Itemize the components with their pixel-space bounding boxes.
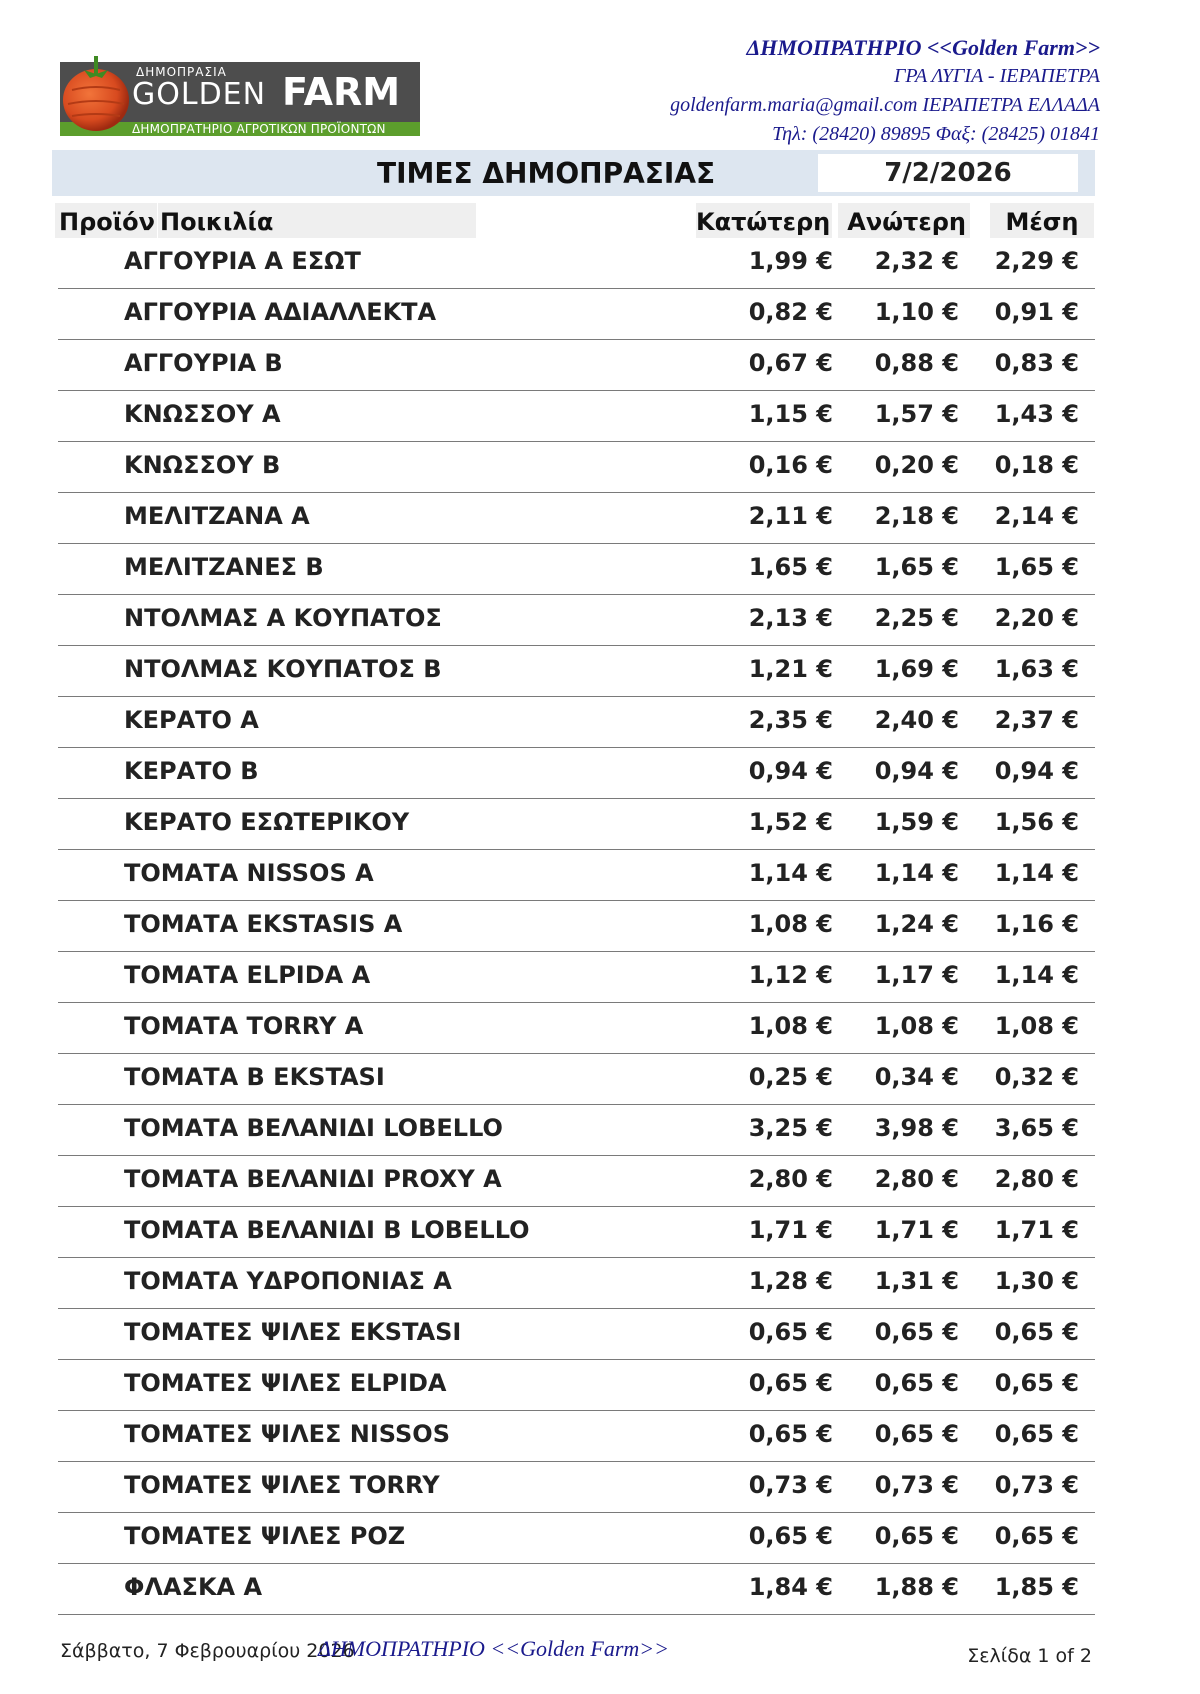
table-row <box>58 1003 1095 1054</box>
price-low: 1,21 € <box>748 655 833 683</box>
price-low: 0,73 € <box>748 1471 833 1499</box>
product-name: ΤΟΜΑΤΑ ELPIDA Α <box>124 961 371 989</box>
table-row <box>58 391 1095 442</box>
title-bar <box>52 150 1095 196</box>
price-high: 0,94 € <box>874 757 959 785</box>
price-avg: 1,08 € <box>994 1012 1079 1040</box>
table-row <box>58 1360 1095 1411</box>
table-row <box>58 1564 1095 1615</box>
price-high: 1,69 € <box>874 655 959 683</box>
column-header-low: Κατώτερη <box>696 203 832 238</box>
price-avg: 1,56 € <box>994 808 1079 836</box>
product-name: ΜΕΛΙΤΖΑΝΑ Α <box>124 502 310 530</box>
price-high: 1,59 € <box>874 808 959 836</box>
price-high: 0,65 € <box>874 1369 959 1397</box>
footer-company: ΔΗΜΟΠΡΑΤΗΡΙΟ <<Golden Farm>> <box>318 1636 669 1661</box>
price-low: 1,12 € <box>748 961 833 989</box>
price-table <box>58 238 1095 1615</box>
price-avg: 0,73 € <box>994 1471 1079 1499</box>
price-avg: 1,30 € <box>994 1267 1079 1295</box>
product-name: ΤΟΜΑΤΑ Β EKSTASI <box>124 1063 385 1091</box>
price-low: 1,08 € <box>748 1012 833 1040</box>
table-row <box>58 1207 1095 1258</box>
table-row <box>58 1462 1095 1513</box>
price-avg: 2,80 € <box>994 1165 1079 1193</box>
price-avg: 0,94 € <box>994 757 1079 785</box>
product-name: ΤΟΜΑΤΕΣ ΨΙΛΕΣ ELPIDA <box>124 1369 447 1397</box>
price-avg: 1,16 € <box>994 910 1079 938</box>
company-name: ΔΗΜΟΠΡΑΤΗΡΙΟ <<Golden Farm>> <box>746 35 1100 60</box>
report-date: 7/2/2026 <box>818 154 1078 192</box>
table-row <box>58 1309 1095 1360</box>
price-low: 0,65 € <box>748 1369 833 1397</box>
price-avg: 0,83 € <box>994 349 1079 377</box>
price-low: 0,65 € <box>748 1420 833 1448</box>
product-name: ΜΕΛΙΤΖΑΝΕΣ Β <box>124 553 324 581</box>
footer-date: Σάββατο, 7 Φεβρουαρίου 2026 <box>60 1640 355 1662</box>
company-phone-line: Τηλ: (28420) 89895 Φαξ: (28425) 01841 <box>772 123 1100 145</box>
table-row <box>58 595 1095 646</box>
product-name: ΚΕΡΑΤΟ Β <box>124 757 259 785</box>
product-name: ΤΟΜΑΤΑ ΒΕΛΑΝΙΔΙ PROXY Α <box>124 1165 502 1193</box>
price-high: 1,88 € <box>874 1573 959 1601</box>
price-high: 1,57 € <box>874 400 959 428</box>
price-low: 1,14 € <box>748 859 833 887</box>
price-avg: 0,65 € <box>994 1369 1079 1397</box>
price-low: 0,25 € <box>748 1063 833 1091</box>
price-avg: 1,85 € <box>994 1573 1079 1601</box>
column-header-avg: Μέση <box>990 203 1094 238</box>
table-row <box>58 1156 1095 1207</box>
tomato-icon <box>50 50 140 134</box>
product-name: ΝΤΟΛΜΑΣ ΚΟΥΠΑΤΟΣ Β <box>124 655 442 683</box>
company-email-line: goldenfarm.maria@gmail.com ΙΕΡΑΠΕΤΡΑ ΕΛΛΑΔΑ <box>670 94 1100 116</box>
footer-page-number: Σελίδα 1 of 2 <box>967 1645 1092 1667</box>
company-header <box>670 34 1100 149</box>
price-high: 0,65 € <box>874 1318 959 1346</box>
price-high: 1,71 € <box>874 1216 959 1244</box>
product-name: ΤΟΜΑΤΑ TORRY Α <box>124 1012 364 1040</box>
price-low: 1,08 € <box>748 910 833 938</box>
price-avg: 0,32 € <box>994 1063 1079 1091</box>
product-name: ΝΤΟΛΜΑΣ Α ΚΟΥΠΑΤΟΣ <box>124 604 442 632</box>
price-avg: 0,65 € <box>994 1420 1079 1448</box>
price-low: 1,15 € <box>748 400 833 428</box>
price-low: 0,94 € <box>748 757 833 785</box>
price-high: 0,20 € <box>874 451 959 479</box>
table-row <box>58 850 1095 901</box>
price-low: 3,25 € <box>748 1114 833 1142</box>
price-high: 2,80 € <box>874 1165 959 1193</box>
price-high: 0,65 € <box>874 1522 959 1550</box>
price-avg: 1,63 € <box>994 655 1079 683</box>
table-row <box>58 697 1095 748</box>
table-row <box>58 544 1095 595</box>
price-high: 1,14 € <box>874 859 959 887</box>
price-low: 0,67 € <box>748 349 833 377</box>
logo-subtitle: ΔΗΜΟΠΡΑΤΗΡΙΟ ΑΓΡΟΤΙΚΩΝ ΠΡΟΪΟΝΤΩΝ <box>132 122 386 136</box>
price-low: 2,13 € <box>748 604 833 632</box>
report-title: ΤΙΜΕΣ ΔΗΜΟΠΡΑΣΙΑΣ <box>377 157 716 190</box>
table-row <box>58 442 1095 493</box>
table-row <box>58 799 1095 850</box>
price-avg: 3,65 € <box>994 1114 1079 1142</box>
golden-farm-logo <box>50 50 420 136</box>
product-name: ΤΟΜΑΤΕΣ ΨΙΛΕΣ EKSTASI <box>124 1318 462 1346</box>
price-low: 1,65 € <box>748 553 833 581</box>
table-row <box>58 748 1095 799</box>
product-name: ΑΓΓΟΥΡΙΑ ΑΔΙΑΛΛΕΚΤΑ <box>124 298 437 326</box>
table-row <box>58 1411 1095 1462</box>
product-name: ΤΟΜΑΤΕΣ ΨΙΛΕΣ TORRY <box>124 1471 440 1499</box>
table-row <box>58 1054 1095 1105</box>
product-name: ΤΟΜΑΤΑ ΥΔΡΟΠΟΝΙΑΣ Α <box>124 1267 452 1295</box>
price-high: 0,65 € <box>874 1420 959 1448</box>
table-row <box>58 340 1095 391</box>
price-high: 2,40 € <box>874 706 959 734</box>
price-high: 1,17 € <box>874 961 959 989</box>
product-name: ΤΟΜΑΤΑ EKSTASIS Α <box>124 910 403 938</box>
price-avg: 2,14 € <box>994 502 1079 530</box>
table-row <box>58 238 1095 289</box>
product-name: ΑΓΓΟΥΡΙΑ Β <box>124 349 283 377</box>
price-avg: 1,14 € <box>994 961 1079 989</box>
price-avg: 1,71 € <box>994 1216 1079 1244</box>
table-row <box>58 646 1095 697</box>
price-high: 0,34 € <box>874 1063 959 1091</box>
price-low: 0,82 € <box>748 298 833 326</box>
price-avg: 2,29 € <box>994 247 1079 275</box>
price-low: 0,65 € <box>748 1522 833 1550</box>
product-name: ΚΕΡΑΤΟ Α <box>124 706 259 734</box>
column-header-high: Ανώτερη <box>838 203 970 238</box>
product-name: ΤΟΜΑΤΑ NISSOS Α <box>124 859 374 887</box>
price-low: 1,52 € <box>748 808 833 836</box>
price-high: 3,98 € <box>874 1114 959 1142</box>
company-address: ΓΡΑ ΛΥΓΙΑ - ΙΕΡΑΠΕΤΡΑ <box>893 65 1100 87</box>
price-low: 1,28 € <box>748 1267 833 1295</box>
logo-farm-text: FARM <box>282 70 401 114</box>
column-header-variety: Ποικιλία <box>158 203 476 238</box>
price-low: 2,35 € <box>748 706 833 734</box>
table-row <box>58 493 1095 544</box>
price-low: 2,11 € <box>748 502 833 530</box>
table-row <box>58 289 1095 340</box>
product-name: ΚΝΩΣΣΟΥ Α <box>124 400 281 428</box>
price-avg: 2,20 € <box>994 604 1079 632</box>
price-high: 1,08 € <box>874 1012 959 1040</box>
table-row <box>58 1513 1095 1564</box>
price-avg: 1,14 € <box>994 859 1079 887</box>
price-low: 0,16 € <box>748 451 833 479</box>
table-row <box>58 901 1095 952</box>
price-high: 1,65 € <box>874 553 959 581</box>
column-header-product: Προϊόν <box>55 203 157 238</box>
logo-small-text: ΔΗΜΟΠΡΑΣΙΑ <box>136 65 227 79</box>
price-high: 1,31 € <box>874 1267 959 1295</box>
price-avg: 1,65 € <box>994 553 1079 581</box>
product-name: ΤΟΜΑΤΕΣ ΨΙΛΕΣ NISSOS <box>124 1420 450 1448</box>
price-high: 1,10 € <box>874 298 959 326</box>
price-high: 2,25 € <box>874 604 959 632</box>
price-avg: 0,91 € <box>994 298 1079 326</box>
price-avg: 1,43 € <box>994 400 1079 428</box>
price-avg: 2,37 € <box>994 706 1079 734</box>
price-avg: 0,65 € <box>994 1318 1079 1346</box>
price-low: 1,99 € <box>748 247 833 275</box>
price-high: 0,73 € <box>874 1471 959 1499</box>
price-high: 0,88 € <box>874 349 959 377</box>
price-avg: 0,18 € <box>994 451 1079 479</box>
product-name: ΑΓΓΟΥΡΙΑ Α ΕΣΩΤ <box>124 247 361 275</box>
price-low: 0,65 € <box>748 1318 833 1346</box>
table-row <box>58 1105 1095 1156</box>
price-high: 2,18 € <box>874 502 959 530</box>
price-low: 2,80 € <box>748 1165 833 1193</box>
product-name: ΦΛΑΣΚΑ Α <box>124 1573 263 1601</box>
product-name: ΤΟΜΑΤΑ ΒΕΛΑΝΙΔΙ Β LOBELLO <box>124 1216 530 1244</box>
table-row <box>58 1258 1095 1309</box>
price-avg: 0,65 € <box>994 1522 1079 1550</box>
price-low: 1,71 € <box>748 1216 833 1244</box>
logo-golden-text: GOLDEN <box>132 77 267 112</box>
product-name: ΤΟΜΑΤΕΣ ΨΙΛΕΣ ΡΟΖ <box>124 1522 406 1550</box>
product-name: ΚΝΩΣΣΟΥ Β <box>124 451 281 479</box>
price-high: 2,32 € <box>874 247 959 275</box>
price-low: 1,84 € <box>748 1573 833 1601</box>
product-name: ΤΟΜΑΤΑ ΒΕΛΑΝΙΔΙ LOBELLO <box>124 1114 503 1142</box>
price-high: 1,24 € <box>874 910 959 938</box>
table-row <box>58 952 1095 1003</box>
product-name: ΚΕΡΑΤΟ ΕΣΩΤΕΡΙΚΟΥ <box>124 808 410 836</box>
